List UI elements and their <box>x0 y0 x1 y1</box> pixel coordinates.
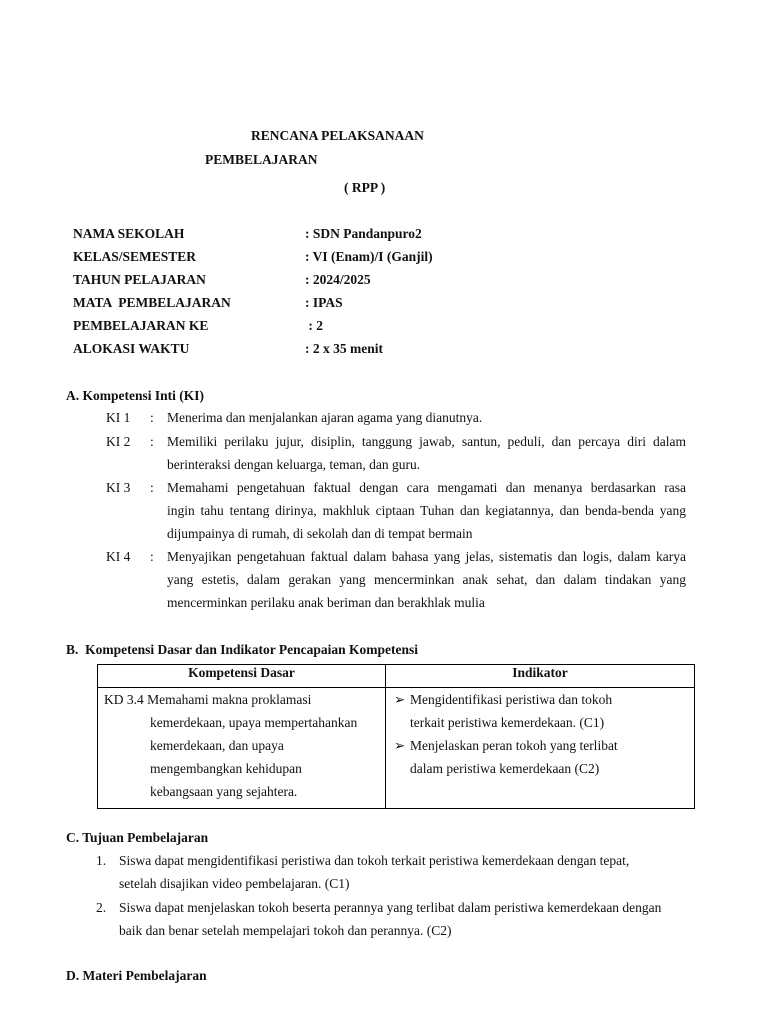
ki-colon: : <box>150 434 154 449</box>
section-c-heading: C. Tujuan Pembelajaran <box>66 830 209 845</box>
objective-line: Siswa dapat menjelaskan tokoh beserta perannya yang terlibat dalam peristiwa kemerdekaan dengan <box>119 900 662 915</box>
kd-indicator-table <box>97 664 695 809</box>
ki-text-line: yang estetis, dalam gerakan yang mencerminkan anak sehat, dan dalam tindakan yang <box>167 572 686 587</box>
ki-text <box>167 406 686 429</box>
indicator-line: Mengidentifikasi peristiwa dan tokoh <box>410 692 613 707</box>
ki-text <box>167 430 686 476</box>
identity-label: TAHUN PELAJARAN <box>73 272 206 287</box>
identity-value: : IPAS <box>305 295 343 310</box>
ki-text-line: ingin tahu tentang dirinya, makhluk ciptaan Tuhan dan kegiatannya, dan benda-benda yang <box>167 503 686 518</box>
ki-text-line: Memahami pengetahuan faktual dengan cara mengamati dan menanya berdasarkan rasa <box>167 480 686 495</box>
objective-line: Siswa dapat mengidentifikasi peristiwa dan tokoh terkait peristiwa kemerdekaan dengan tepat, <box>119 853 630 868</box>
identity-label: PEMBELAJARAN KE <box>73 318 209 333</box>
ki-colon: : <box>150 549 154 564</box>
objective-text <box>119 896 691 942</box>
kd-line: kebangsaan yang sejahtera. <box>150 784 298 799</box>
table-row <box>98 688 695 809</box>
ki-text <box>167 476 686 545</box>
identity-value: : 2024/2025 <box>305 272 371 287</box>
title-line-2: PEMBELAJARAN <box>205 152 318 167</box>
arrow-bullet-icon: ➢ <box>394 738 406 753</box>
kd-line: mengembangkan kehidupan <box>150 761 302 776</box>
ki-text <box>167 545 686 614</box>
table-header-indicator: Indikator <box>386 665 695 688</box>
ki-text-line: Memiliki perilaku jujur, disiplin, tanggung jawab, santun, peduli, dan percaya diri dalam <box>167 434 686 449</box>
ki-label: KI 4 <box>106 549 131 564</box>
title-line-1: RENCANA PELAKSANAAN <box>251 128 424 143</box>
indicator-line: Menjelaskan peran tokoh yang terlibat <box>410 738 618 753</box>
kd-line: kemerdekaan, upaya mempertahankan <box>150 715 358 730</box>
table-header-kd: Kompetensi Dasar <box>98 665 386 688</box>
kd-line: KD 3.4 Memahami makna proklamasi <box>104 692 312 707</box>
indicator-cell <box>386 688 695 809</box>
objective-number: 2. <box>96 900 107 915</box>
ki-text-line: Menerima dan menjalankan ajaran agama yang dianutnya. <box>167 410 483 425</box>
kd-cell <box>98 688 386 809</box>
objective-line: baik dan benar setelah mempelajari tokoh dan perannya. (C2) <box>119 923 452 938</box>
objective-text <box>119 849 691 895</box>
objective-line: setelah disajikan video pembelajaran. (C1) <box>119 876 350 891</box>
ki-label: KI 1 <box>106 410 131 425</box>
indicator-line: terkait peristiwa kemerdekaan. (C1) <box>410 715 605 730</box>
ki-text-line: berinteraksi dengan keluarga, teman, dan guru. <box>167 457 421 472</box>
identity-value: : SDN Pandanpuro2 <box>305 226 422 241</box>
ki-text-line: Menyajikan pengetahuan faktual dalam bahasa yang jelas, sistematis dan logis, dalam karya <box>167 549 686 564</box>
section-a-heading: A. Kompetensi Inti (KI) <box>66 388 204 403</box>
identity-label: ALOKASI WAKTU <box>73 341 190 356</box>
identity-value: : 2 x 35 menit <box>305 341 383 356</box>
arrow-bullet-icon: ➢ <box>394 692 406 707</box>
ki-colon: : <box>150 480 154 495</box>
kd-line: kemerdekaan, dan upaya <box>150 738 284 753</box>
ki-text-line: mencerminkan perilaku anak beriman dan berakhlak mulia <box>167 595 485 610</box>
indicator-item <box>394 734 694 780</box>
indicator-item <box>394 688 694 734</box>
section-d-heading: D. Materi Pembelajaran <box>66 968 207 983</box>
ki-colon: : <box>150 410 154 425</box>
identity-value: : 2 <box>305 318 323 333</box>
section-b-heading: B. Kompetensi Dasar dan Indikator Pencapaian Kompetensi <box>66 642 419 657</box>
ki-label: KI 2 <box>106 434 131 449</box>
indicator-line: dalam peristiwa kemerdekaan (C2) <box>410 761 600 776</box>
title-line-3: ( RPP ) <box>344 180 386 195</box>
ki-text-line: dijumpainya di rumah, di sekolah dan di tempat bermain <box>167 526 473 541</box>
identity-value: : VI (Enam)/I (Ganjil) <box>305 249 433 264</box>
objective-number: 1. <box>96 853 107 868</box>
identity-label: MATA PEMBELAJARAN <box>73 295 231 310</box>
ki-label: KI 3 <box>106 480 131 495</box>
identity-label: NAMA SEKOLAH <box>73 226 185 241</box>
identity-label: KELAS/SEMESTER <box>73 249 197 264</box>
